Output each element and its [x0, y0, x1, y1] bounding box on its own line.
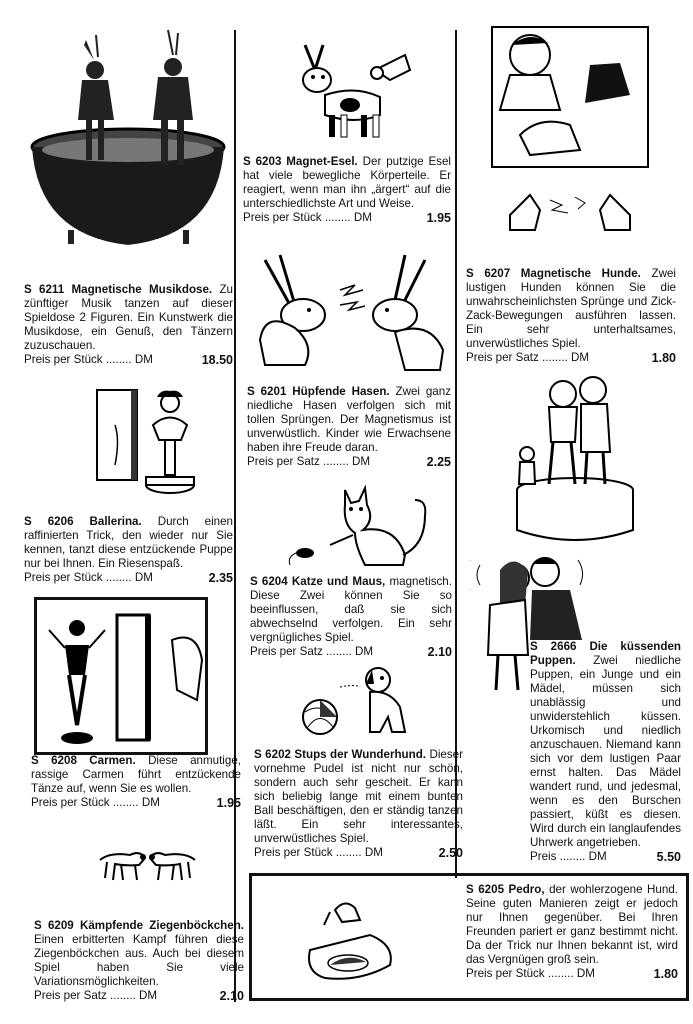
item-s6208 — [31, 754, 241, 810]
dogs-illustration — [490, 25, 650, 255]
item-s6211 — [24, 283, 233, 367]
item-code: S 6201 — [247, 385, 287, 398]
item-description: Durch einen raffinierten Trick, den wieder nur Sie kennen, tanzt diese entzückende Puppe nur bei Ihnen. Ein Riesenspaß. — [24, 515, 233, 570]
price-value: 2.50 — [438, 846, 463, 860]
goats-illustration — [95, 840, 200, 885]
price-label: Preis per Satz ........ DM — [247, 455, 371, 468]
item-description: magnetisch. Diese Zwei können Sie so beeinflussen, daß sie sich abwechselnd verfolgen. Ein sehr vergnügliches Spiel. — [250, 575, 452, 644]
item-code: S 6203 — [243, 155, 282, 168]
item-price-row — [247, 455, 451, 469]
item-title: Hüpfende Hasen. — [292, 385, 390, 398]
item-s6202 — [254, 748, 463, 860]
price-value: 5.50 — [656, 850, 681, 864]
item-price-row — [24, 571, 233, 585]
item-code: S 6211 — [24, 283, 65, 296]
carmen-illustration — [37, 600, 205, 750]
pedro-illustration — [300, 890, 410, 985]
item-code: S 6208 — [31, 754, 77, 767]
item-title: Carmen. — [89, 754, 136, 767]
price-value: 2.25 — [426, 455, 451, 469]
hares-illustration — [245, 250, 450, 375]
item-s6201 — [247, 385, 451, 469]
price-value: 1.95 — [216, 796, 241, 810]
item-title: Magnetische Hunde. — [520, 267, 641, 280]
price-label: Preis per Stück ........ DM — [243, 211, 372, 224]
item-code: S 6202 — [254, 748, 291, 761]
item-price-row — [254, 846, 463, 860]
ballerina-illustration — [95, 385, 205, 500]
kissing-dolls-music-box-illustration — [505, 372, 645, 547]
item-description: Dieser vornehme Pudel ist nicht nur schön, sondern auch sehr gescheit. Er kann sich beliebig lange mit einem bunten Ball beschäftigen, den er ständig tanzen läßt. Ein sehr interessantes, unverwüstliches Spiel. — [254, 748, 463, 845]
item-code: S 6204 — [250, 575, 288, 588]
column-rule-left — [234, 30, 236, 1002]
item-title: Ballerina. — [89, 515, 142, 528]
item-s6207 — [466, 267, 676, 365]
item-price-row — [466, 351, 676, 365]
item-price-row — [24, 353, 233, 367]
poodle-illustration — [300, 662, 420, 742]
item-price-row — [466, 967, 678, 981]
price-value: 1.80 — [651, 351, 676, 365]
item-description: Diese anmutige, rassige Carmen führt entzückende Tänze auf, wenn Sie es wollen. — [31, 754, 241, 795]
item-description: Zwei ganz niedliche Hasen verfolgen sich mit tollen Sprüngen. Der Magnetismus ist unverwüstlich. Kinder wie Erwachsene haben ihre Freude daran. — [247, 385, 452, 454]
price-label: Preis per Satz ........ DM — [250, 645, 374, 658]
price-label: Preis per Stück ........ DM — [466, 967, 595, 980]
item-s6203 — [243, 155, 451, 225]
item-description: Zu zünftiger Musik tanzen auf dieser Spieldose 2 Figuren. Ein Kunstwerk die Musikdose, ein Genuß, den Tänzern zuzuschauen. — [24, 283, 233, 352]
item-s6204 — [250, 575, 452, 659]
price-label: Preis per Stück ........ DM — [24, 571, 153, 584]
price-label: Preis per Stück ........ DM — [31, 796, 160, 809]
price-value: 1.95 — [426, 211, 451, 225]
price-value: 2.10 — [427, 645, 452, 659]
item-code: S 2666 — [530, 640, 577, 653]
price-label: Preis per Satz ........ DM — [466, 351, 590, 364]
item-price-row — [530, 850, 681, 864]
item-title: Pedro, — [508, 883, 545, 896]
price-label: Preis per Stück ........ DM — [254, 846, 383, 859]
item-title: Die küssenden Puppen. — [530, 640, 681, 667]
item-code: S 6209 — [34, 919, 74, 932]
music-box-illustration — [28, 25, 233, 255]
price-label: Preis per Stück ........ DM — [24, 353, 153, 366]
price-label: Preis per Satz ........ DM — [34, 989, 158, 1002]
item-s6206 — [24, 515, 233, 585]
item-s6205 — [466, 883, 678, 981]
item-title: Magnet-Esel. — [286, 155, 358, 168]
item-code: S 6207 — [466, 267, 511, 280]
cat-mouse-illustration — [285, 485, 435, 570]
price-value: 2.10 — [219, 989, 244, 1003]
item-title: Kämpfende Ziegenböckchen. — [79, 919, 244, 932]
item-code: S 6206 — [24, 515, 74, 528]
item-description: Zwei niedliche Puppen, ein Junge und ein Mädel, müssen sich unablässig und unwiderstehlich küssen. Urkomisch und niedlich anzuschauen. Niemand kann sich vor dem lustigen Paar ernst halten. Das Mädel wandert rund, und jedesmal, wenn es den Burschen passiert, küßt es diesen. Wird durch ein langlaufendes Uhrwerk angetrieben. — [530, 654, 681, 849]
donkey-illustration — [295, 35, 415, 145]
item-s2666 — [530, 640, 681, 864]
item-price-row — [31, 796, 241, 810]
item-description: Einen erbitterten Kampf führen diese Ziegenböckchen aus. Auch bei diesem Spiel haben Sie viele Variationsmöglichkeiten. — [34, 933, 244, 988]
item-title: Magnetische Musikdose. — [71, 283, 213, 296]
item-price-row — [243, 211, 451, 225]
item-price-row — [250, 645, 452, 659]
price-value: 1.80 — [653, 967, 678, 981]
item-s6209 — [34, 919, 244, 1003]
price-value: 2.35 — [208, 571, 233, 585]
price-label: Preis ........ DM — [530, 850, 607, 863]
item-title: Stups der Wunderhund. — [294, 748, 427, 761]
item-description: Der putzige Esel hat viele bewegliche Körperteile. Er reagiert, wenn man ihn „ärgert“ auf die unterschiedlichste Art und Weise. — [243, 155, 451, 210]
item-price-row — [34, 989, 244, 1003]
item-description: der wohlerzogene Hund. Seine guten Manieren zeigt er jedoch nur Ihnen gegenüber. Bei Ihren Freunden pariert er ganz bestimmt nicht. Da der Trick nur Ihnen bekannt ist, wird das Vergnügen groß sein. — [466, 883, 678, 966]
item-code: S 6205 — [466, 883, 505, 896]
price-value: 18.50 — [201, 353, 233, 367]
item-description: Zwei lustigen Hunden können Sie die unwahrscheinlichsten Sprünge und Zick-Zack-Bewegungen ausführen lassen. Ein sehr unterhaltsames, unverwüstliches Spiel. — [466, 267, 676, 350]
item-title: Katze und Maus, — [291, 575, 386, 588]
